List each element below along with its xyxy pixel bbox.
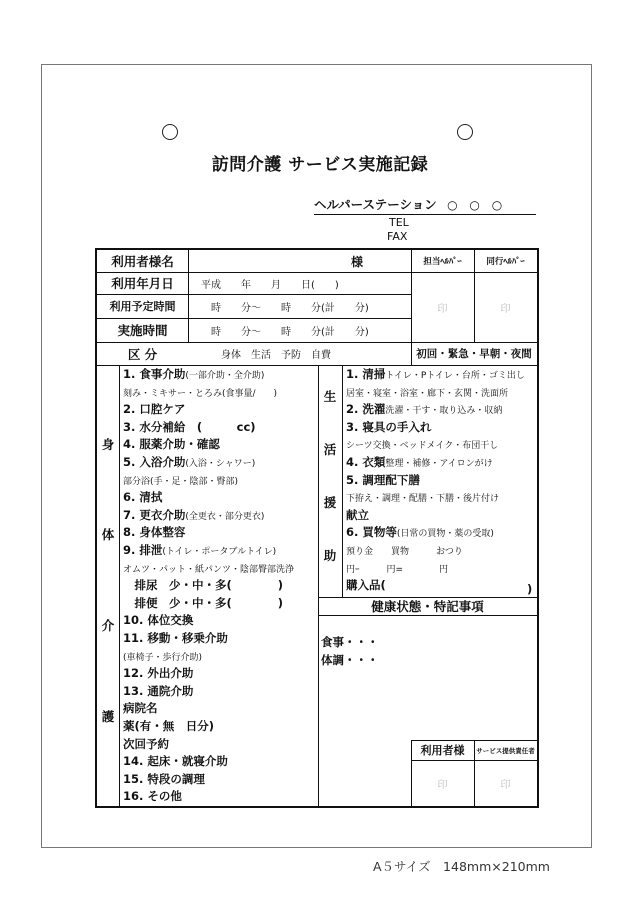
- punch-hole-right: [457, 124, 473, 140]
- list-item[interactable]: [346, 561, 448, 577]
- visit-type-options[interactable]: 初回・緊急・早朝・夜間: [416, 348, 532, 360]
- item-main: 購入品(: [346, 578, 386, 593]
- list-item[interactable]: [123, 789, 182, 805]
- item-main: 4. 衣類: [346, 455, 386, 469]
- list-item[interactable]: [123, 543, 276, 559]
- item-sub: 預り金 買物 おつり: [346, 547, 463, 557]
- item-main: 献立: [346, 507, 369, 522]
- item-sub: トイレ・Pトイレ・台所・ゴミ出し: [385, 371, 525, 381]
- item-main: 次回予約: [123, 736, 169, 751]
- manager-sign-label: サービス提供責任者: [476, 746, 535, 755]
- list-item[interactable]: [123, 613, 193, 629]
- category-label: 区 分: [127, 346, 158, 362]
- item-sub: シーツ交換・ベッドメイク・布団干し: [346, 441, 499, 452]
- item-main: 13. 通院介助: [123, 683, 194, 698]
- station-circles: ○ ○ ○: [447, 198, 507, 212]
- item-sub: (トイレ・ポータブルトイレ): [162, 547, 277, 557]
- date-label: 利用年月日: [111, 276, 174, 291]
- list-item[interactable]: [346, 578, 386, 594]
- item-main: 9. 排泄: [123, 543, 163, 557]
- planned-time-label: 利用予定時間: [109, 300, 176, 313]
- list-item[interactable]: [123, 684, 193, 700]
- list-item[interactable]: [123, 772, 205, 788]
- item-sub: 部分浴(手・足・陰部・臀部): [123, 476, 239, 487]
- list-item[interactable]: [123, 649, 202, 665]
- list-item[interactable]: [123, 719, 214, 735]
- list-item[interactable]: [346, 402, 502, 418]
- list-item[interactable]: [123, 754, 228, 770]
- item-main: 病院名: [123, 701, 158, 716]
- list-item[interactable]: [123, 473, 238, 489]
- item-main: 5. 入浴介助: [123, 455, 186, 469]
- meal-label[interactable]: 食事・・・: [321, 635, 379, 649]
- side-label-jo: 助: [323, 548, 337, 563]
- item-main: 12. 外出介助: [123, 666, 194, 681]
- item-main: 11. 移動・移乗介助: [123, 631, 228, 645]
- list-item[interactable]: [123, 578, 283, 594]
- list-item[interactable]: [123, 737, 169, 753]
- item-sub: (入浴・シャワー): [185, 459, 256, 469]
- planned-time-field[interactable]: 時 分～ 時 分(計 分): [211, 302, 369, 314]
- accompany-stamp[interactable]: 印: [500, 303, 511, 315]
- list-item[interactable]: [346, 455, 493, 471]
- list-item[interactable]: [123, 490, 162, 506]
- item-main: 3. 寝具の手入れ: [346, 419, 432, 434]
- user-stamp[interactable]: 印: [437, 779, 448, 791]
- user-name-label: 利用者様名: [111, 254, 174, 269]
- list-item[interactable]: [123, 367, 264, 383]
- list-item[interactable]: [346, 543, 463, 559]
- side-label-shin: 身: [101, 437, 115, 452]
- side-label-sei: 生: [323, 389, 337, 404]
- list-item[interactable]: [346, 525, 494, 541]
- item-sub: 刻み・ミキサー・とろみ(食事量/ ): [123, 388, 278, 399]
- side-label-katsu: 活: [323, 442, 337, 457]
- list-item[interactable]: [123, 666, 193, 682]
- item-main: 2. 口腔ケア: [123, 402, 186, 417]
- item-main: 8. 身体整容: [123, 525, 186, 540]
- item-main: 排尿 少・中・多( ): [123, 578, 284, 593]
- helper-station: [314, 195, 536, 215]
- list-item[interactable]: [346, 508, 369, 524]
- tel-label: TEL: [389, 216, 409, 229]
- item-main: 4. 服薬介助・確認: [123, 437, 220, 452]
- accompany-helper-label: 同行ﾍﾙﾊﾟｰ: [486, 257, 525, 267]
- punch-hole-left: [162, 124, 178, 140]
- purchase-paren-close: ): [527, 582, 533, 596]
- item-main: 16. その他: [123, 789, 182, 804]
- list-item[interactable]: [123, 402, 185, 418]
- item-main: 7. 更衣介助: [123, 507, 186, 522]
- side-label-go: 護: [101, 709, 115, 724]
- list-item[interactable]: [123, 631, 228, 647]
- list-item[interactable]: [346, 367, 525, 383]
- list-item[interactable]: [123, 525, 185, 541]
- user-name-field[interactable]: [191, 250, 409, 272]
- manager-stamp[interactable]: 印: [500, 779, 511, 791]
- contact-block: [387, 216, 409, 244]
- item-sub: オムツ・パット・紙パンツ・陰部臀部洗浄: [123, 564, 295, 575]
- item-sub: 下拵え・調理・配膳・下膳・後片付け: [346, 494, 500, 505]
- paper-size-note: A５サイズ 148mm×210mm: [373, 859, 550, 874]
- page-title: 訪問介護 サービス実施記録: [211, 155, 429, 175]
- list-item[interactable]: [346, 490, 499, 506]
- list-item[interactable]: [346, 385, 508, 401]
- item-main: 3. 水分補給 ( cc): [123, 419, 256, 434]
- list-item[interactable]: [123, 455, 255, 471]
- item-main: 2. 洗濯: [346, 402, 386, 417]
- item-main: 薬(有・無 日分): [123, 719, 215, 733]
- item-sub: (全更衣・部分更衣): [185, 511, 265, 522]
- list-item[interactable]: [123, 508, 264, 524]
- list-item[interactable]: [123, 437, 220, 453]
- date-field[interactable]: 平成 年 月 日( ): [201, 279, 339, 291]
- category-options[interactable]: 身体 生活 予防 自費: [221, 350, 331, 361]
- record-form: [95, 248, 539, 808]
- item-sub: (一部介助・全介助): [185, 371, 265, 381]
- sama-label: 様: [350, 254, 363, 269]
- list-item[interactable]: [123, 561, 294, 577]
- station-name: ヘルパーステーション: [314, 197, 437, 212]
- user-sign-label: 利用者様: [420, 744, 465, 757]
- condition-label[interactable]: 体調・・・: [321, 653, 379, 667]
- side-label-en: 援: [323, 495, 337, 510]
- helper-label: 担当ﾍﾙﾊﾟｰ: [423, 257, 462, 267]
- list-item[interactable]: [123, 420, 256, 436]
- list-item[interactable]: [123, 596, 283, 612]
- item-main: 10. 体位交換: [123, 613, 194, 628]
- list-item[interactable]: [123, 701, 158, 717]
- side-label-kai: 介: [101, 618, 115, 633]
- side-label-tai: 体: [101, 527, 115, 542]
- list-item[interactable]: [346, 473, 420, 489]
- list-item[interactable]: [346, 420, 431, 436]
- item-sub: (日常の買物・薬の受取): [396, 529, 494, 540]
- item-sub: 整理・補修・アイロンがけ: [385, 459, 493, 469]
- list-item[interactable]: [123, 385, 277, 401]
- item-main: 排便 少・中・多( ): [123, 595, 284, 610]
- item-main: 5. 調理配下膳: [346, 472, 420, 487]
- item-main: 6. 清拭: [123, 490, 163, 505]
- item-main: 15. 特段の調理: [123, 771, 205, 786]
- item-sub: 居室・寝室・浴室・廊下・玄関・洗面所: [346, 388, 509, 399]
- fax-label: FAX: [387, 230, 408, 243]
- item-main: 6. 買物等: [346, 525, 397, 540]
- item-sub: 円ｰ 円= 円: [346, 564, 449, 575]
- item-sub: 洗濯・干す・取り込み・収納: [385, 406, 503, 417]
- health-notes-title: 健康状態・特記事項: [371, 599, 484, 614]
- actual-time-field[interactable]: 時 分～ 時 分(計 分): [211, 326, 369, 338]
- list-item[interactable]: [346, 437, 498, 453]
- item-main: 14. 起床・就寝介助: [123, 754, 228, 769]
- helper-stamp[interactable]: 印: [437, 303, 448, 315]
- item-main: 1. 食事介助: [123, 367, 186, 381]
- item-main: 1. 清掃: [346, 367, 386, 381]
- item-sub: (車椅子・歩行介助): [123, 652, 203, 663]
- actual-time-label: 実施時間: [117, 323, 168, 338]
